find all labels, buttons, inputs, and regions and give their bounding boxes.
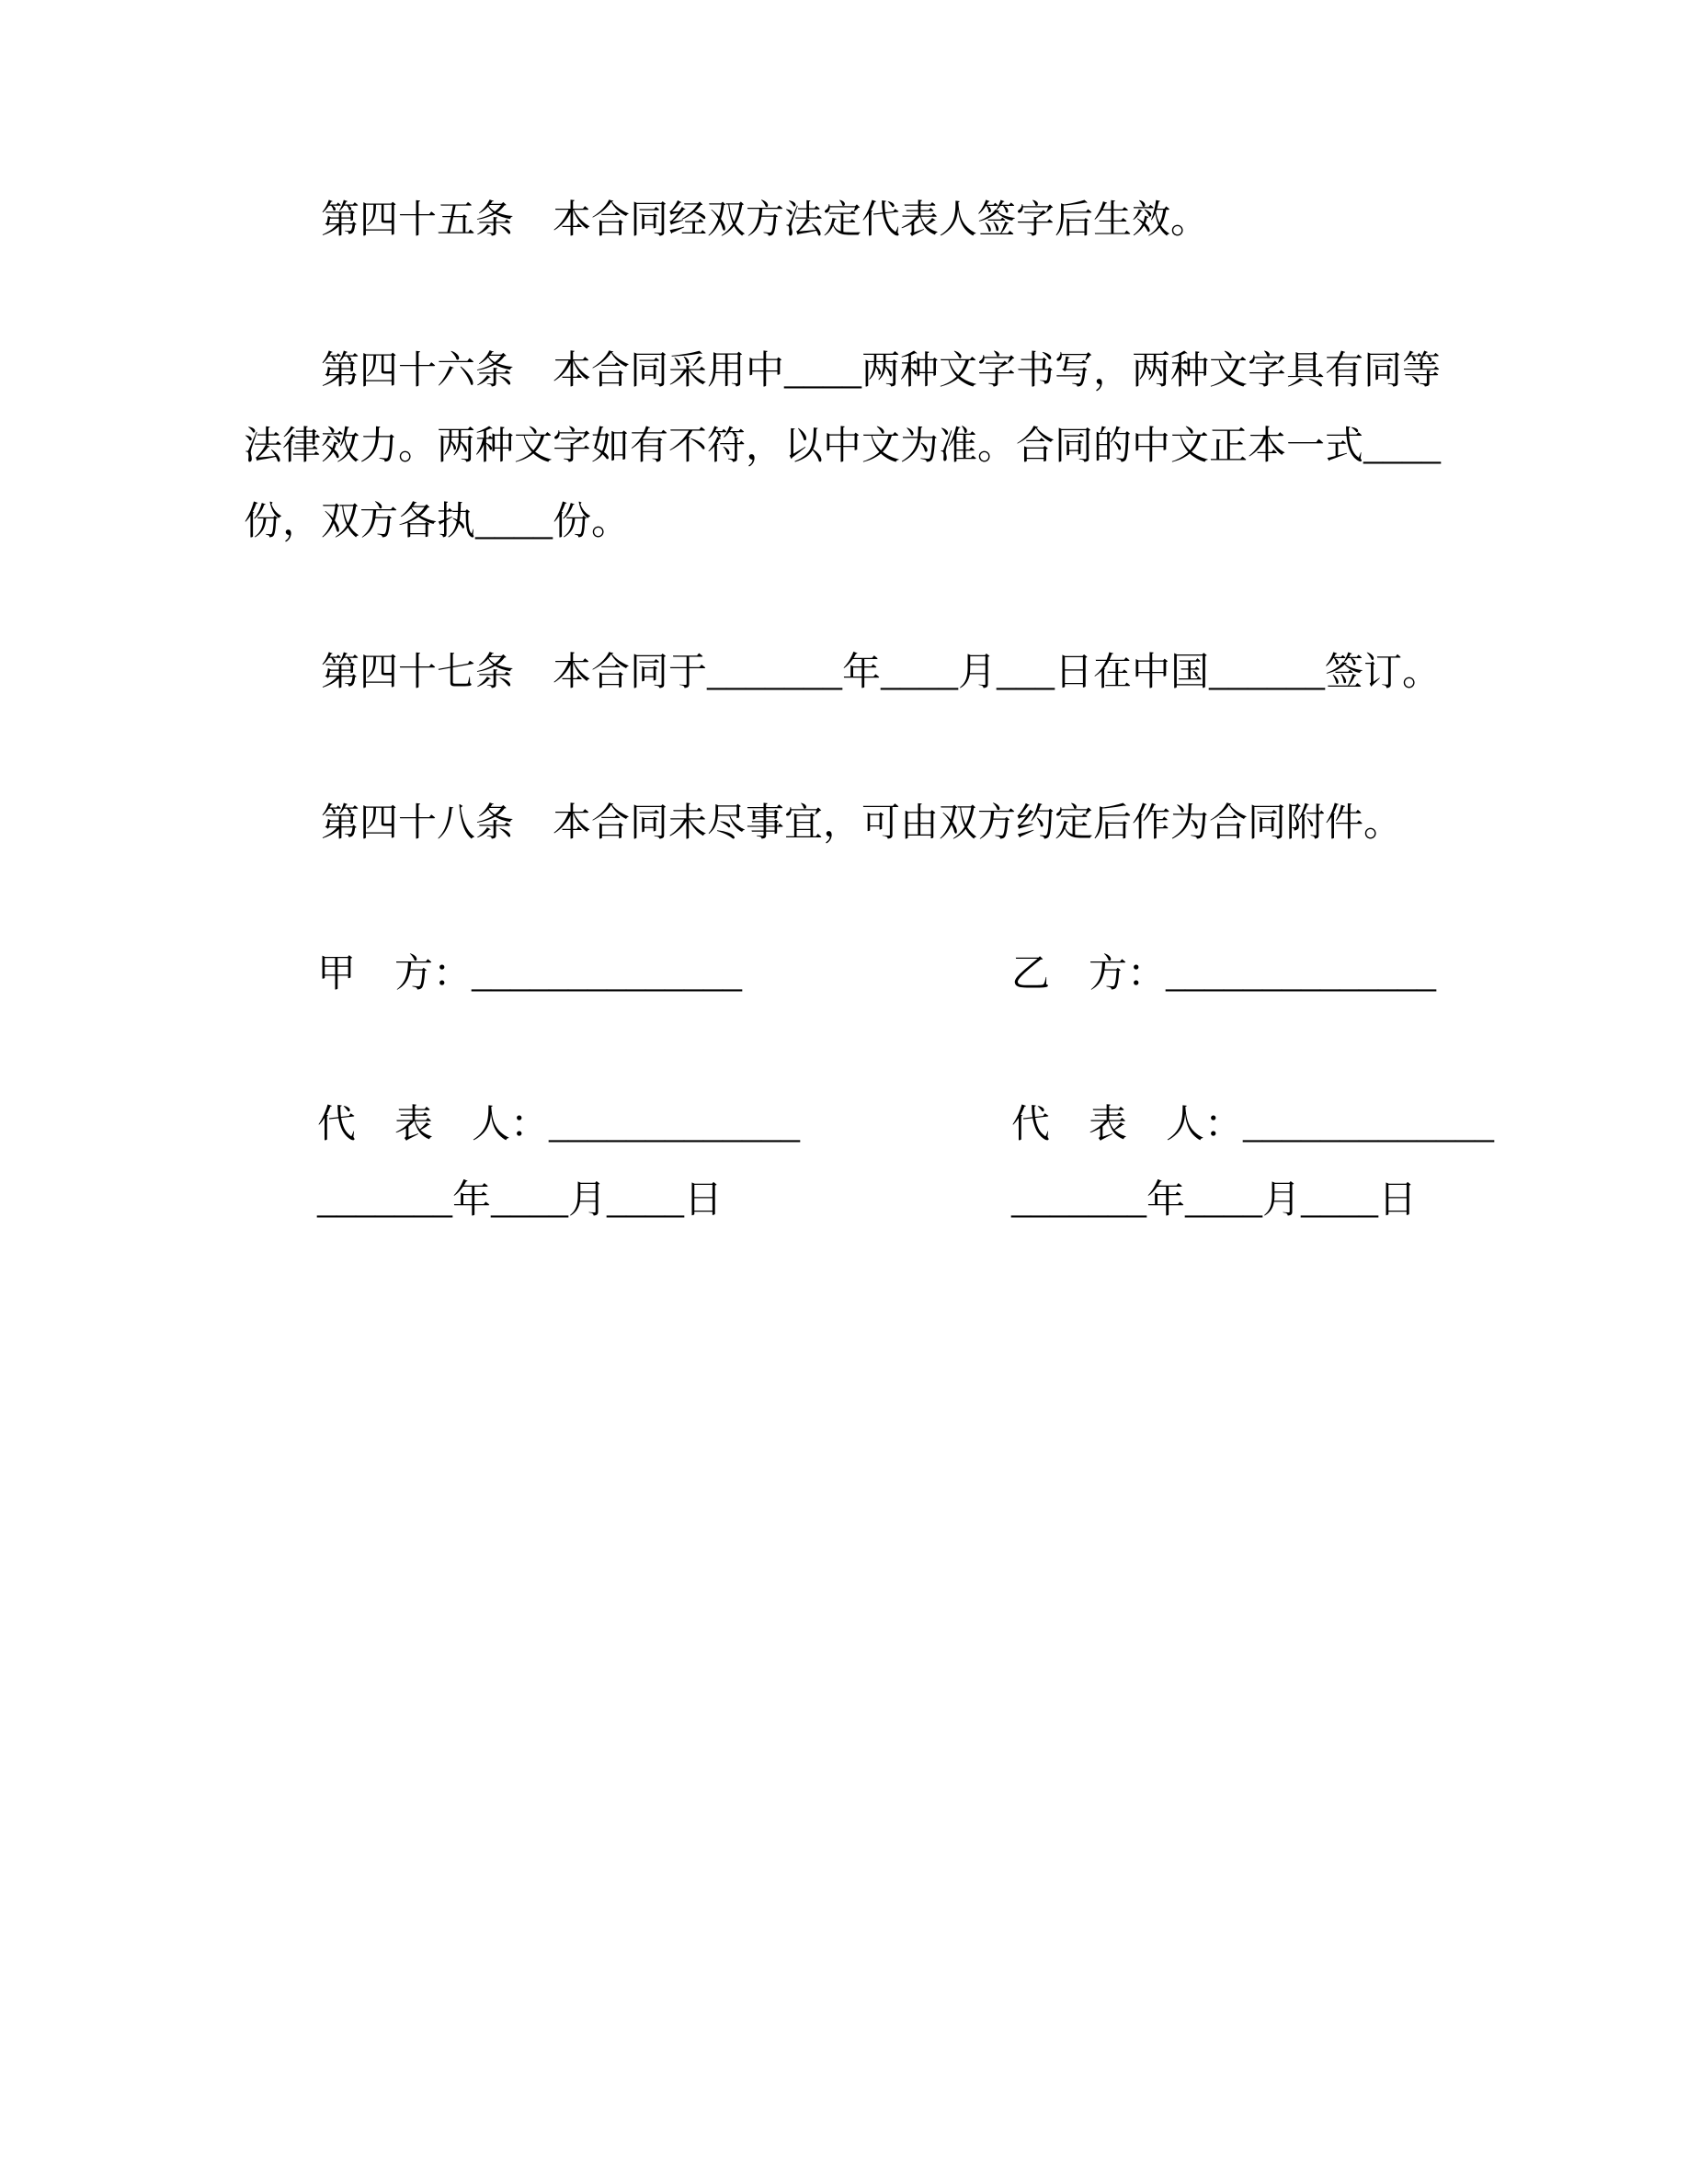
contract-body (244, 183, 1495, 1238)
date-b-label: _______年____月____日 (1011, 1179, 1418, 1222)
party-signature-row (244, 937, 1457, 1012)
article-46: 第四十六条 本合同采用中____两种文字书写，两种文字具有同等法律效力。两种文字如有不符，以中文为准。合同的中文正本一式____份，双方各执____份。 (244, 350, 1442, 543)
date-signature-row (244, 1163, 1457, 1238)
representative-signature-row (244, 1087, 1495, 1163)
party-b-label: 乙 方：______________ (1011, 953, 1437, 995)
article-45: 第四十五条 本合同经双方法定代表人签字后生效。 (321, 199, 1210, 242)
representative-a-label: 代 表 人：_____________ (317, 1104, 801, 1146)
article-47: 第四十七条 本合同于_______年____月___日在中国______签订。 (321, 652, 1442, 694)
representative-b-label: 代 表 人：_____________ (1011, 1104, 1495, 1146)
party-a-label: 甲 方：______________ (317, 953, 743, 995)
article-48: 第四十八条 本合同未尽事宜，可由双方约定后作为合同附件。 (321, 802, 1403, 845)
date-a-label: _______年____月____日 (317, 1179, 724, 1222)
